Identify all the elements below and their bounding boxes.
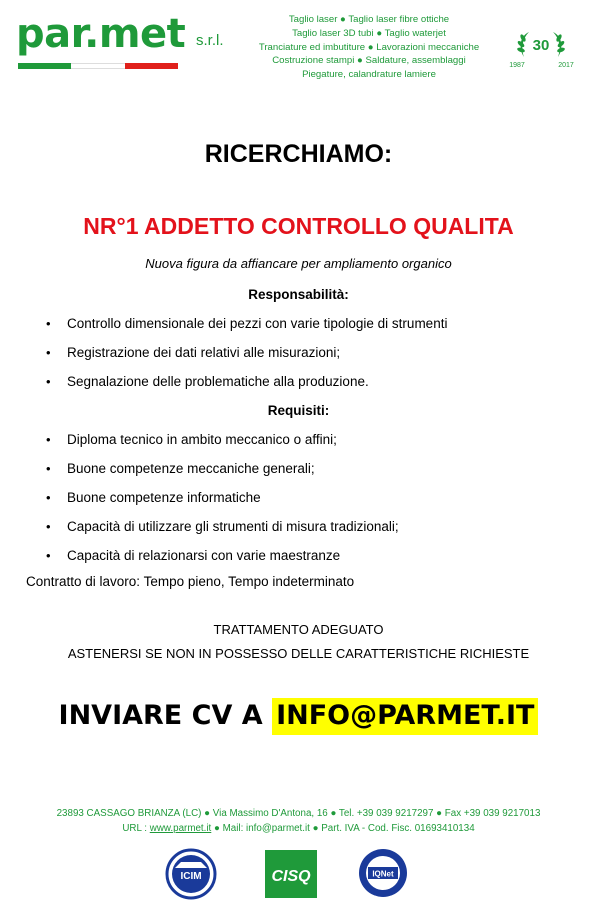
list-item: • Capacità di relazionarsi con varie maestranze [46,541,399,570]
cisq-certification-logo [264,849,318,899]
list-item: • Controllo dimensionale dei pezzi con varie tipologie di strumenti [46,309,447,338]
company-logo [16,11,224,57]
logo-text: par.met [16,11,186,57]
anniversary-year-start: 1987 [509,62,525,69]
responsibilities-list [46,309,447,396]
bullet-icon: • [46,490,51,505]
disclaimer: ASTENERSI SE NON IN POSSESSO DELLE CARATTERISTICHE RICHIESTE [67,646,530,661]
responsibilities-title: Responsabilità: [248,287,349,302]
headline: RICERCHIAMO: [204,140,393,168]
url-label: URL : [122,823,150,834]
iqnet-label: IQNet [372,869,394,879]
services-list [240,13,498,82]
service-line: Tranciature ed imbutiture ● Lavorazioni meccaniche [258,41,480,53]
list-item: • Buone competenze meccaniche generali; [46,454,399,483]
list-item: • Diploma tecnico in ambito meccanico o affini; [46,425,399,454]
italian-flag-stripe [18,63,178,69]
anniversary-number: 30 [532,37,550,54]
service-line: Taglio laser 3D tubi ● Taglio waterjet [292,27,446,39]
requirements-title: Requisiti: [267,403,330,418]
icim-label: ICIM [180,871,202,882]
cta-text: INVIARE CV A [58,700,273,731]
requirements-list [46,425,399,570]
position-title: NR°1 ADDETTO CONTROLLO QUALITA [83,213,514,239]
icim-certification-logo [161,848,221,900]
anniversary-emblem [508,28,574,70]
footer-contacts [0,823,597,834]
mail-vat: ● Mail: info@parmet.it ● Part. IVA - Cod. Fisc. 01693410134 [211,823,475,834]
bullet-icon: • [46,548,51,563]
service-line: Piegature, calandrature lamiere [302,69,436,81]
call-to-action [0,700,597,731]
website-link[interactable]: www.parmet.it [149,823,212,834]
treatment-note: TRATTAMENTO ADEGUATO [213,622,384,637]
cta-email-link[interactable]: INFO@PARMET.IT [272,698,538,735]
bullet-icon: • [46,316,51,331]
list-item: • Capacità di utilizzare gli strumenti di misura tradizionali; [46,512,399,541]
anniversary-year-end: 2017 [558,62,574,69]
bullet-icon: • [46,461,51,476]
list-item: • Segnalazione delle problematiche alla produzione. [46,367,447,396]
list-item: • Buone competenze informatiche [46,483,399,512]
cisq-label: CISQ [271,868,311,885]
list-item: • Registrazione dei dati relativi alle misurazioni; [46,338,447,367]
subtitle: Nuova figura da affiancare per ampliamento organico [145,256,452,271]
bullet-icon: • [46,519,51,534]
contract-terms: Contratto di lavoro: Tempo pieno, Tempo indeterminato [26,574,355,589]
service-line: Costruzione stampi ● Saldature, assemblaggi [272,55,466,67]
footer-address: 23893 CASSAGO BRIANZA (LC) ● Via Massimo D'Antona, 16 ● Tel. +39 039 9217297 ● Fax +39 039 9217013 [56,808,541,819]
service-line: Taglio laser ● Taglio laser fibre ottiche [288,14,450,25]
iqnet-certification-logo [357,847,409,899]
bullet-icon: • [46,432,51,447]
bullet-icon: • [46,345,51,360]
bullet-icon: • [46,374,51,389]
logo-suffix: s.r.l. [196,32,224,49]
